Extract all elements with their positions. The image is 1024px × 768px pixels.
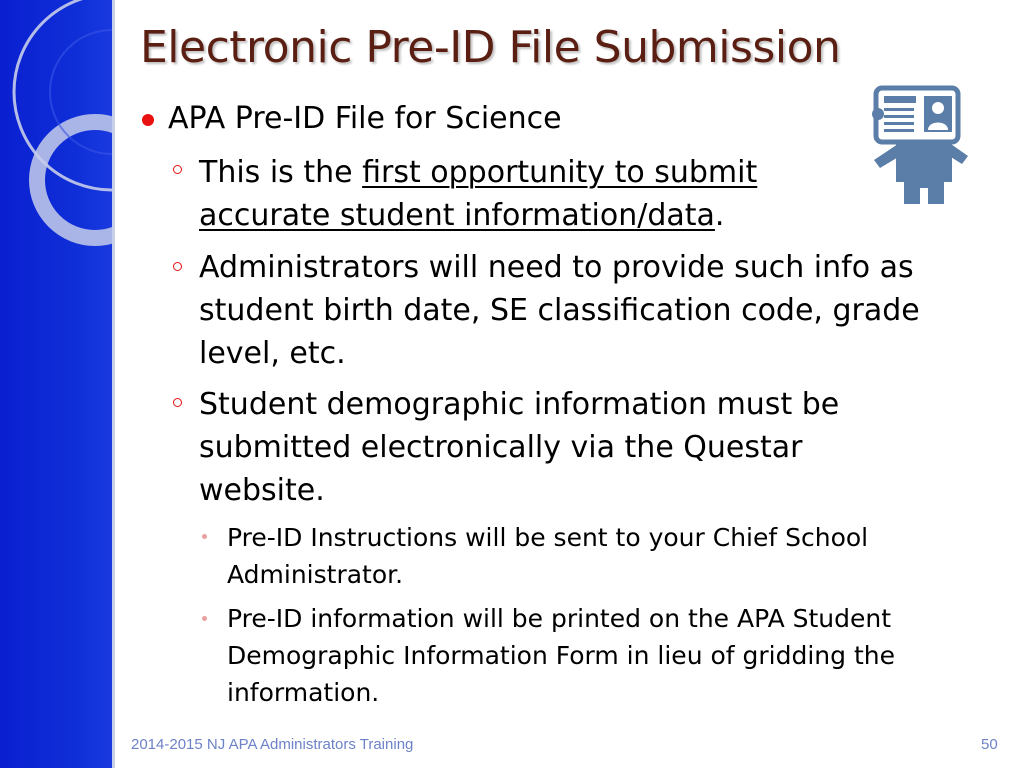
bullet-text-suffix: . bbox=[714, 198, 725, 233]
slide-title: Electronic Pre-ID File Submission bbox=[140, 22, 841, 73]
emphasized-underlined-text: first opportunity to submit accurate student information/data bbox=[199, 155, 758, 233]
bullet-icon bbox=[142, 114, 154, 126]
bullet-icon bbox=[202, 616, 207, 621]
bullet-level3-text: Pre-ID Instructions will be sent to your Chief School Administrator. bbox=[227, 523, 869, 589]
bullet-icon bbox=[202, 534, 207, 539]
bullet-level2-text bbox=[199, 151, 839, 237]
bullet-level3-text: Pre-ID information will be printed on the APA Student Demographic Information Form in lieu of gridding the information. bbox=[227, 604, 895, 707]
bullet-icon bbox=[173, 262, 182, 271]
bullet-icon bbox=[173, 398, 182, 407]
bullet-level1-text: APA Pre-ID File for Science bbox=[168, 101, 562, 136]
page-number: 50 bbox=[981, 736, 998, 753]
slide-footer: 2014-2015 NJ APA Administrators Training bbox=[131, 736, 414, 753]
bullet-text-prefix: This is the bbox=[199, 155, 363, 190]
bullet-icon bbox=[173, 165, 182, 174]
bullet-level2-text: Student demographic information must be submitted electronically via the Questar website. bbox=[199, 387, 840, 508]
bullet-level2-text: Administrators will need to provide such info as student birth date, SE classification code, grade level, etc. bbox=[199, 250, 920, 371]
